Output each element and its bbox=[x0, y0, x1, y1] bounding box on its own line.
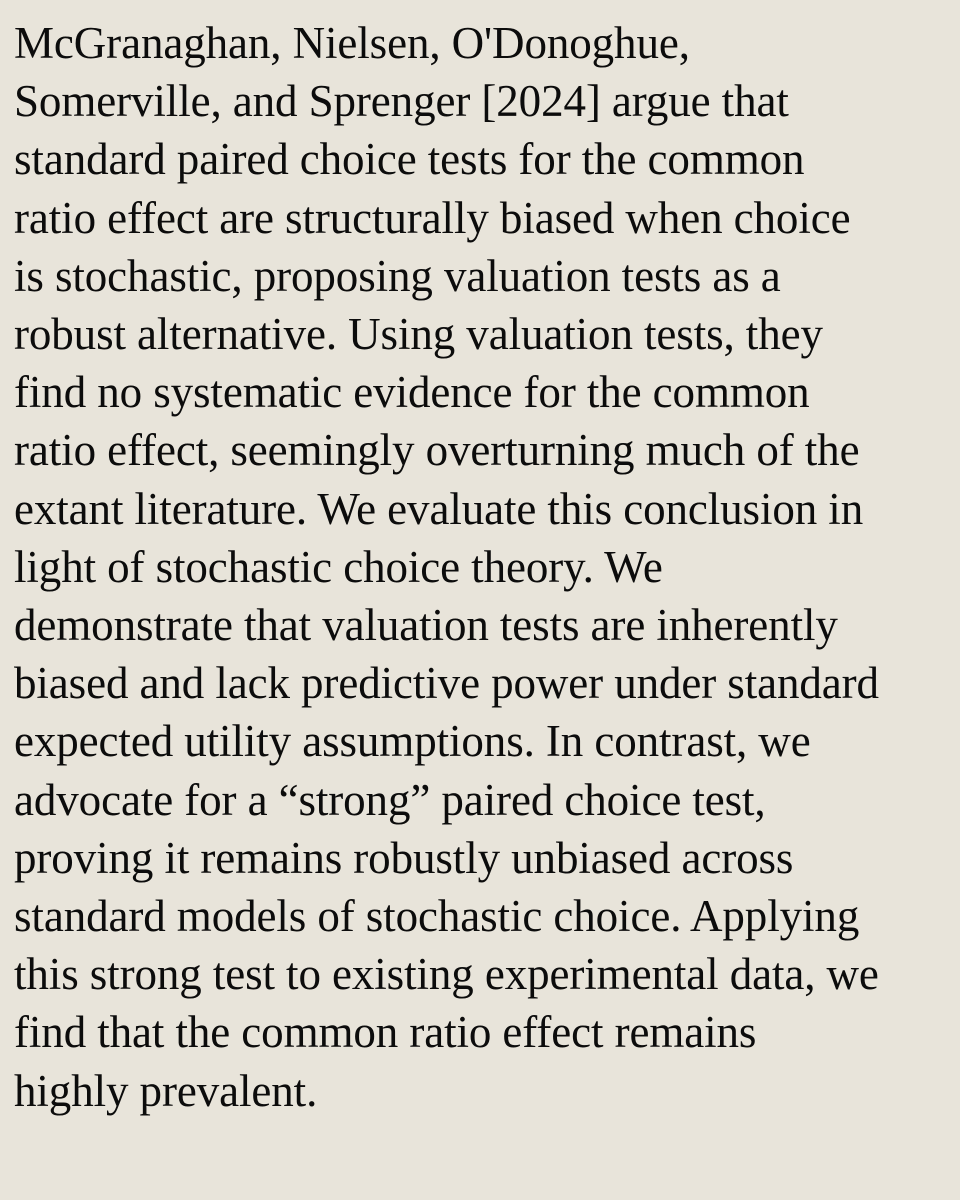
abstract-line-13: expected utility assumptions. In contrast, we bbox=[14, 716, 811, 767]
abstract-line-16: standard models of stochastic choice. Applying bbox=[14, 891, 860, 942]
abstract-line-2: Somerville, and Sprenger [2024] argue that bbox=[14, 76, 789, 127]
abstract-line-18: find that the common ratio effect remains bbox=[14, 1007, 757, 1058]
abstract-line-10: light of stochastic choice theory. We bbox=[14, 541, 663, 592]
abstract-line-6: robust alternative. Using valuation tests, they bbox=[14, 309, 823, 360]
abstract-line-8: ratio effect, seemingly overturning much of the bbox=[14, 425, 860, 476]
abstract-line-5: is stochastic, proposing valuation tests as a bbox=[14, 250, 781, 301]
abstract-paragraph bbox=[14, 14, 948, 1120]
abstract-line-3: standard paired choice tests for the common bbox=[14, 134, 805, 185]
abstract-line-12: biased and lack predictive power under standard bbox=[14, 658, 879, 709]
abstract-line-19: highly prevalent. bbox=[14, 1065, 318, 1116]
abstract-line-15: proving it remains robustly unbiased across bbox=[14, 832, 794, 883]
abstract-line-14: advocate for a “strong” paired choice test, bbox=[14, 774, 766, 825]
abstract-line-17: this strong test to existing experimental data, we bbox=[14, 949, 879, 1000]
abstract-line-9: extant literature. We evaluate this conclusion in bbox=[14, 483, 864, 534]
abstract-line-11: demonstrate that valuation tests are inherently bbox=[14, 600, 838, 651]
abstract-line-4: ratio effect are structurally biased when choice bbox=[14, 192, 851, 243]
abstract-line-7: find no systematic evidence for the common bbox=[14, 367, 810, 418]
abstract-line-1: McGranaghan, Nielsen, O'Donoghue, bbox=[14, 18, 690, 68]
